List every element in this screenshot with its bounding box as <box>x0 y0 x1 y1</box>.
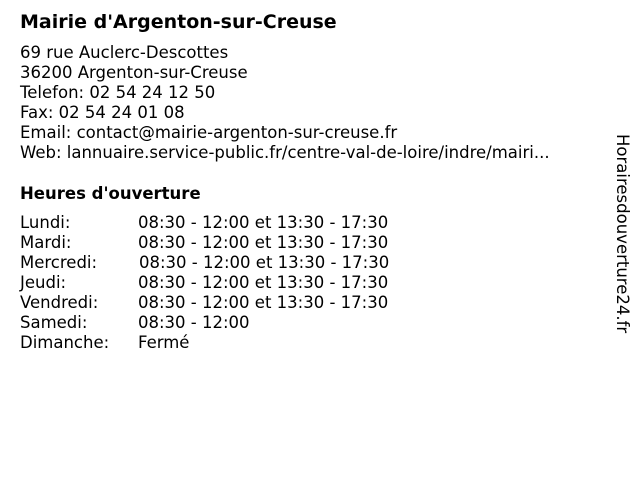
phone-number: Telefon: 02 54 24 12 50 <box>20 83 216 102</box>
hours-day: Lundi: <box>20 213 71 232</box>
hours-heading: Heures d'ouverture <box>20 184 201 203</box>
hours-day: Mercredi: <box>20 253 98 272</box>
fax-number: Fax: 02 54 24 01 08 <box>20 103 185 122</box>
contact-block <box>20 43 550 163</box>
hours-time: 08:30 - 12:00 et 13:30 - 17:30 <box>139 253 390 272</box>
hours-time: 08:30 - 12:00 et 13:30 - 17:30 <box>138 213 389 232</box>
hours-day: Jeudi: <box>20 273 67 292</box>
page-title: Mairie d'Argenton-sur-Creuse <box>20 11 337 33</box>
hours-time: 08:30 - 12:00 et 13:30 - 17:30 <box>138 233 389 252</box>
web-address: Web: lannuaire.service-public.fr/centre-val-de-loire/indre/mairi... <box>20 143 550 162</box>
hours-day: Samedi: <box>20 313 88 332</box>
email-address: Email: contact@mairie-argenton-sur-creuse.fr <box>20 123 398 142</box>
hours-time: 08:30 - 12:00 et 13:30 - 17:30 <box>138 273 389 292</box>
hours-time: 08:30 - 12:00 et 13:30 - 17:30 <box>138 293 389 312</box>
hours-day: Mardi: <box>20 233 72 252</box>
address-street: 69 rue Auclerc-Descottes <box>20 43 229 62</box>
hours-time: Fermé <box>138 333 190 352</box>
site-brand: Horairesdouverture24.fr <box>613 134 632 334</box>
hours-time: 08:30 - 12:00 <box>138 313 250 332</box>
address-city: 36200 Argenton-sur-Creuse <box>20 63 248 82</box>
hours-day: Vendredi: <box>20 293 99 312</box>
hours-day: Dimanche: <box>20 333 110 352</box>
